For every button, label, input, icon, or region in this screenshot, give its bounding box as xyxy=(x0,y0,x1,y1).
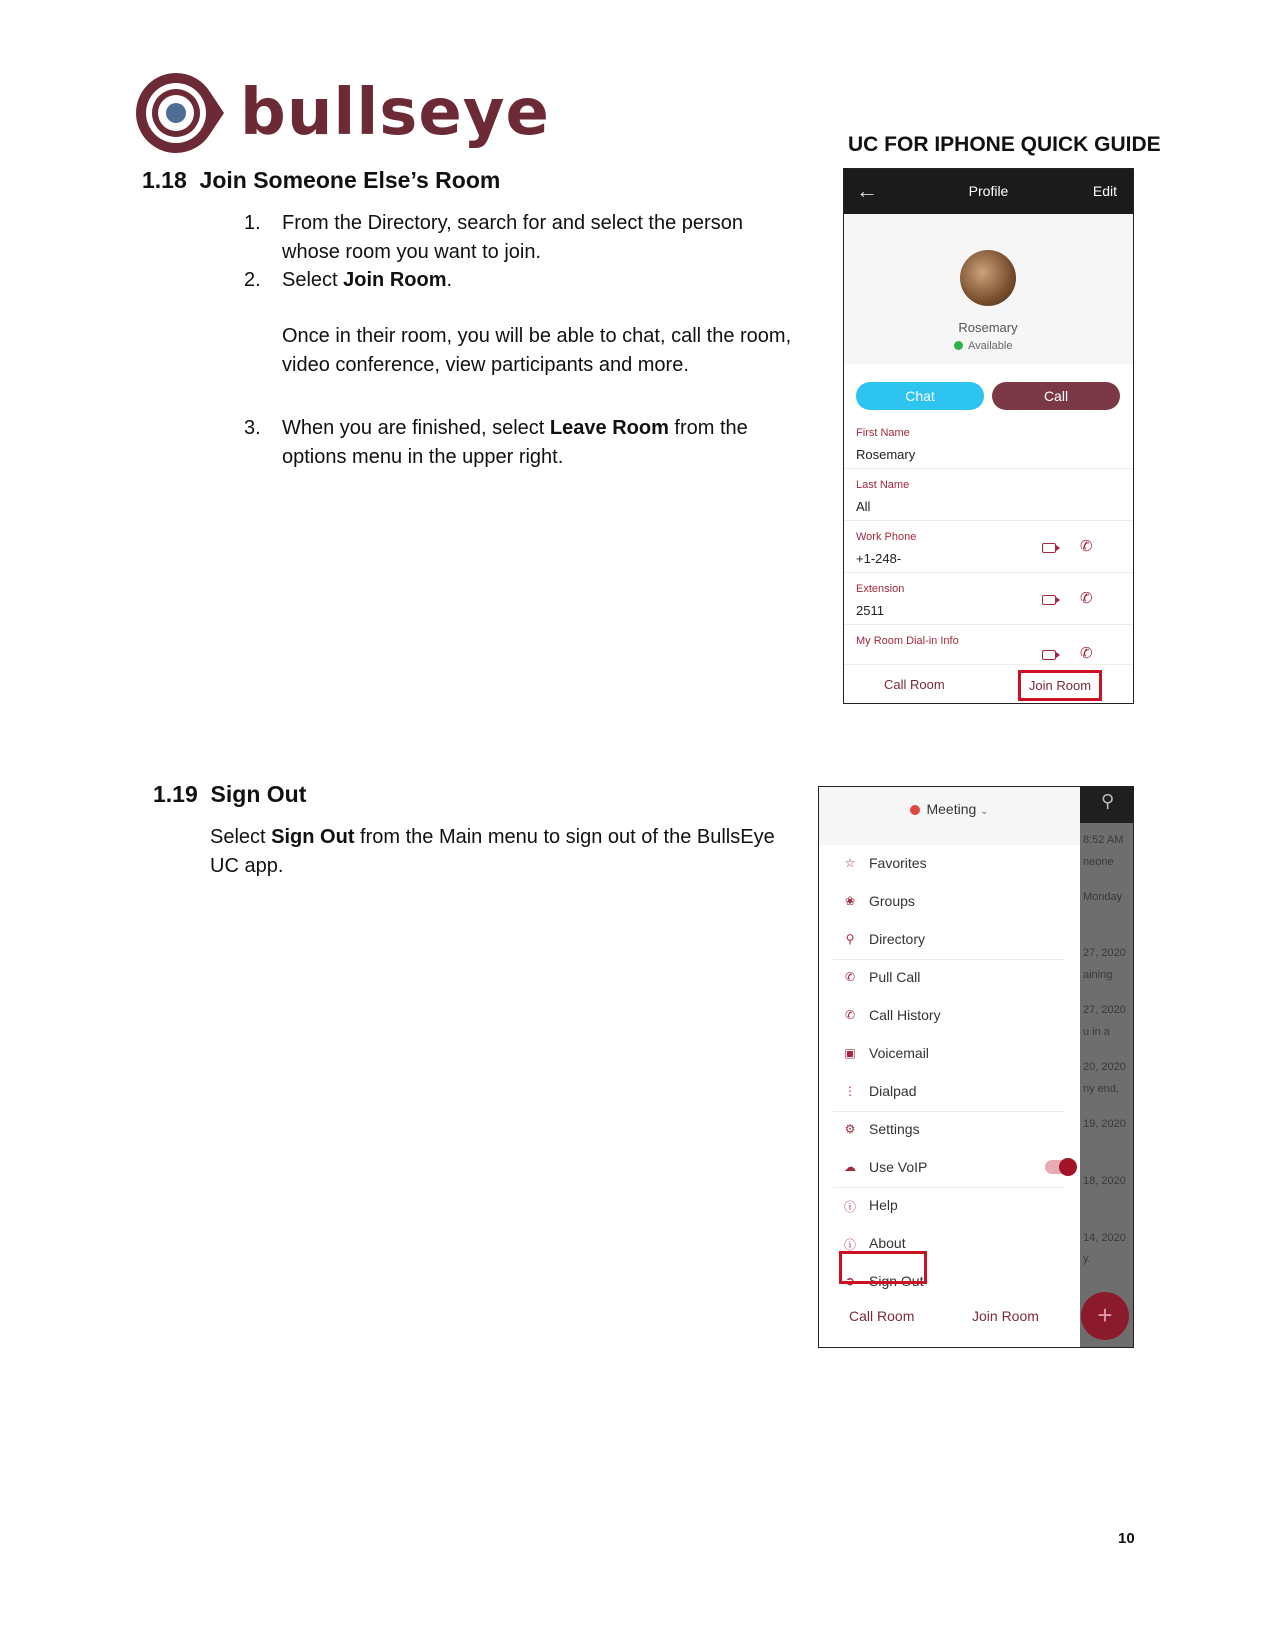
background-text: Monday xyxy=(1083,891,1123,903)
field-label: Work Phone xyxy=(856,531,917,543)
presence-status xyxy=(954,340,1012,352)
phone-icon[interactable]: ✆ xyxy=(1080,590,1093,607)
instruction-line-2: UC app. xyxy=(210,855,284,877)
section-heading-1-19 xyxy=(153,781,306,808)
note-line-2: video conference, view participants and more. xyxy=(282,354,689,376)
menu-item-voicemail[interactable] xyxy=(833,1036,1065,1074)
chevron-down-icon: ⌄ xyxy=(980,806,989,817)
sign-out-instructions xyxy=(210,823,810,881)
section-title: Sign Out xyxy=(210,781,307,807)
call-room-button[interactable]: Call Room xyxy=(884,677,945,692)
section-title: Join Someone Else’s Room xyxy=(199,167,501,193)
bullseye-logo-mark xyxy=(132,70,228,156)
instruction-post: from the Main menu to sign out of the BullsEye xyxy=(354,826,775,848)
presence-selector[interactable] xyxy=(819,801,1080,817)
menu-item-label: Settings xyxy=(869,1121,920,1137)
menu-item-call-history[interactable] xyxy=(833,998,1065,1036)
sign-out-highlight xyxy=(839,1251,927,1284)
step-number: 2. xyxy=(244,269,261,291)
star-icon: ☆ xyxy=(844,856,856,870)
info-icon: ⓘ xyxy=(843,1238,856,1252)
phone-icon[interactable]: ✆ xyxy=(1080,645,1093,662)
avatar xyxy=(960,250,1016,306)
step-3-pre: When you are finished, select xyxy=(282,417,550,439)
menu-item-settings[interactable] xyxy=(833,1112,1065,1150)
background-text: y. xyxy=(1083,1253,1091,1265)
menu-item-directory[interactable] xyxy=(833,922,1065,960)
step-3-line-2: options menu in the upper right. xyxy=(282,446,564,468)
help-icon: ⓘ xyxy=(843,1200,856,1214)
search-icon[interactable]: ⚲ xyxy=(1101,791,1115,811)
field-value: Rosemary xyxy=(856,447,916,462)
step-1-line-2: whose room you want to join. xyxy=(282,241,542,263)
menu-item-label: Help xyxy=(869,1197,898,1213)
phone-icon[interactable]: ✆ xyxy=(1080,538,1093,555)
step-number: 1. xyxy=(244,212,261,234)
field-label: Last Name xyxy=(856,479,910,491)
background-text: 8:52 AM xyxy=(1083,834,1124,846)
field-value: All xyxy=(856,499,871,514)
background-text: ny end, xyxy=(1083,1083,1120,1095)
field-value: +1-248- xyxy=(856,551,902,566)
join-room-button[interactable]: Join Room xyxy=(1018,670,1102,701)
step-3-bold: Leave Room xyxy=(549,417,669,439)
guide-title: UC FOR IPHONE QUICK GUIDE xyxy=(848,133,1161,156)
menu-item-label: Voicemail xyxy=(869,1045,929,1061)
available-icon xyxy=(954,341,963,350)
menu-item-label: About xyxy=(869,1235,906,1251)
menu-item-label: Use VoIP xyxy=(869,1159,928,1175)
menu-item-use-voip[interactable] xyxy=(833,1150,1065,1188)
field-label: My Room Dial-in Info xyxy=(856,635,959,647)
profile-title: Profile xyxy=(968,183,1009,199)
field-label: First Name xyxy=(856,427,910,439)
step-2-note xyxy=(282,322,822,380)
menu-item-label: Sign Out xyxy=(869,1273,924,1289)
instruction-line-1 xyxy=(210,823,810,852)
voicemail-icon: ▣ xyxy=(844,1046,856,1060)
menu-item-label: Groups xyxy=(869,893,915,909)
instruction-pre: Select xyxy=(210,826,272,848)
presence-label: Available xyxy=(968,340,1013,352)
step-number: 3. xyxy=(244,417,261,439)
gear-icon: ⚙ xyxy=(844,1122,856,1136)
dialpad-icon: ⋮ xyxy=(844,1084,856,1098)
step-2-text xyxy=(282,266,452,295)
video-icon[interactable] xyxy=(1042,595,1056,605)
background-text: 20, 2020 xyxy=(1083,1061,1126,1073)
call-room-button[interactable]: Call Room xyxy=(849,1308,915,1324)
profile-bottom-bar xyxy=(844,664,1133,704)
step-2-bold: Join Room xyxy=(343,269,447,291)
background-text: 18, 2020 xyxy=(1083,1175,1126,1187)
menu-item-favorites[interactable] xyxy=(833,846,1065,884)
menu-header xyxy=(819,787,1080,845)
presence-label: Meeting xyxy=(926,801,977,817)
menu-item-label: Pull Call xyxy=(869,969,921,985)
menu-item-groups[interactable] xyxy=(833,884,1065,922)
chat-button[interactable]: Chat xyxy=(856,382,984,410)
step-1-line-1: From the Directory, search for and select the person xyxy=(282,212,743,234)
profile-summary xyxy=(844,214,1133,364)
note-line-1: Once in their room, you will be able to chat, call the room, xyxy=(282,325,792,347)
call-button[interactable]: Call xyxy=(992,382,1120,410)
background-text: 27, 2020 xyxy=(1083,1004,1126,1016)
step-3-post: from the xyxy=(668,417,748,439)
menu-item-label: Favorites xyxy=(869,855,927,871)
background-text: u in a xyxy=(1083,1026,1110,1038)
section-heading-1-18 xyxy=(142,167,500,194)
field-first-name xyxy=(844,417,1133,469)
step-3-line-1 xyxy=(282,414,822,443)
edit-button[interactable]: Edit xyxy=(1092,183,1117,199)
main-menu-drawer xyxy=(819,787,1080,1347)
step-3-text xyxy=(282,414,822,472)
instruction-bold: Sign Out xyxy=(271,826,355,848)
background-text: 27, 2020 xyxy=(1083,947,1126,959)
step-2-post: . xyxy=(446,269,453,291)
section-number: 1.19 xyxy=(153,781,198,807)
step-1-text xyxy=(282,209,822,267)
logo-wordmark: bullseye xyxy=(240,76,550,150)
meeting-status-icon xyxy=(910,805,920,815)
field-extension[interactable] xyxy=(844,573,1133,625)
join-room-button[interactable]: Join Room xyxy=(972,1308,1039,1324)
pull-call-icon: ✆ xyxy=(844,970,856,984)
background-text: aining xyxy=(1083,969,1113,981)
menu-item-dialpad[interactable] xyxy=(833,1074,1065,1112)
profile-name: Rosemary xyxy=(958,320,1018,335)
call-history-icon: ✆ xyxy=(844,1008,856,1022)
menu-item-help[interactable] xyxy=(833,1188,1065,1226)
cloud-icon: ☁ xyxy=(844,1160,856,1174)
background-text: 19, 2020 xyxy=(1083,1118,1126,1130)
field-work-phone[interactable] xyxy=(844,521,1133,573)
video-icon[interactable] xyxy=(1042,543,1056,553)
background-text: 14, 2020 xyxy=(1083,1232,1126,1244)
section-number: 1.18 xyxy=(142,167,187,193)
background-text: neone xyxy=(1083,856,1114,868)
field-label: Extension xyxy=(856,583,905,595)
field-last-name xyxy=(844,469,1133,521)
voip-toggle[interactable] xyxy=(1045,1160,1073,1174)
sign-out-icon: ➲ xyxy=(844,1274,856,1288)
profile-screenshot xyxy=(843,168,1134,704)
field-value: 2511 xyxy=(856,603,884,618)
step-2-pre: Select xyxy=(282,269,344,291)
search-icon: ⚲ xyxy=(845,932,855,946)
menu-item-label: Call History xyxy=(869,1007,941,1023)
page-number: 10 xyxy=(1118,1530,1135,1547)
menu-item-pull-call[interactable] xyxy=(833,960,1065,998)
video-icon[interactable] xyxy=(1042,650,1056,660)
menu-item-label: Directory xyxy=(869,931,926,947)
add-fab-button[interactable]: + xyxy=(1081,1292,1129,1340)
back-arrow-icon[interactable]: ← xyxy=(856,178,878,203)
profile-header xyxy=(844,169,1133,214)
main-menu-screenshot xyxy=(818,786,1134,1348)
menu-item-label: Dialpad xyxy=(869,1083,917,1099)
groups-icon: ❀ xyxy=(844,894,856,908)
